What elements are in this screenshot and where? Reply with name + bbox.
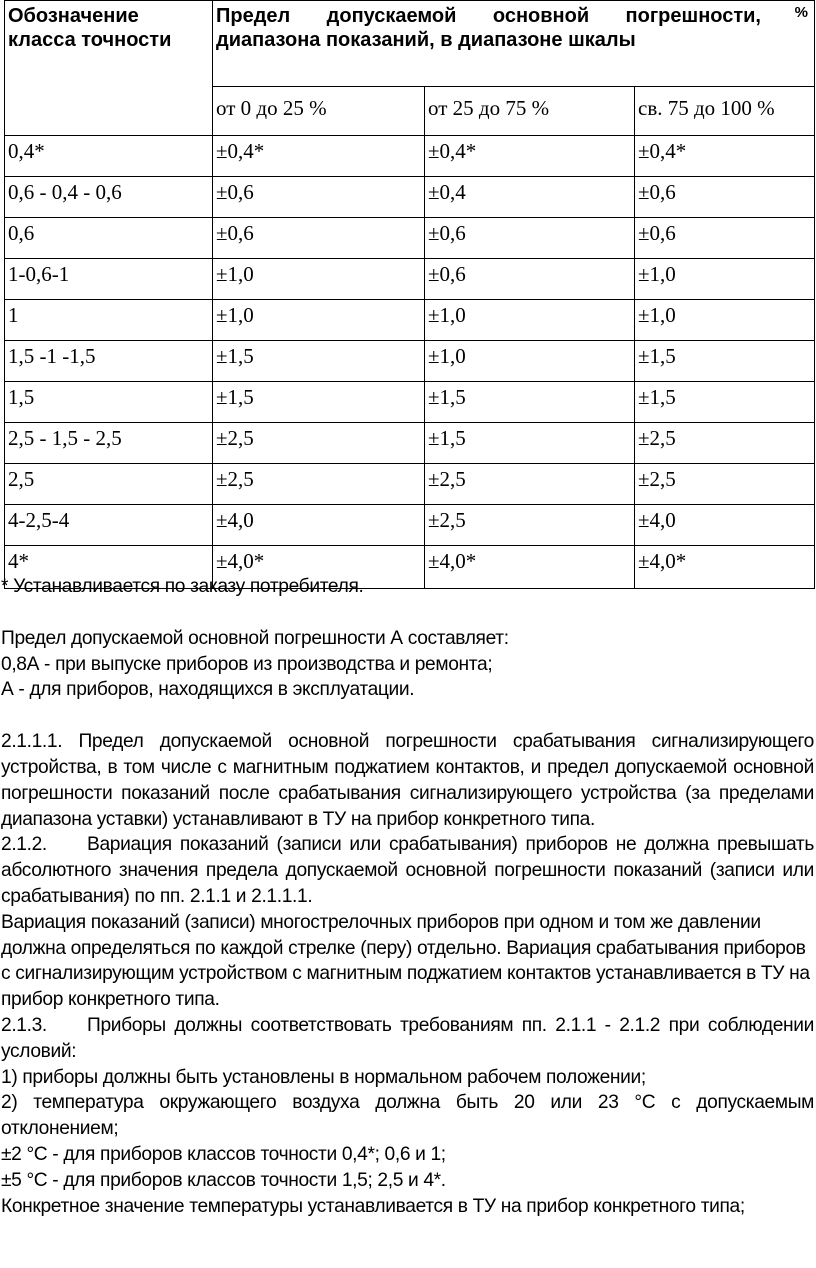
table-row xyxy=(5,136,815,177)
error-limit-cell: ±1,5 xyxy=(213,382,425,423)
error-limit-cell: ±0,6 xyxy=(213,218,425,259)
error-limit-cell: ±1,0 xyxy=(425,341,635,382)
limit-item: 0,8А - при выпуске приборов из производства и ремонта; xyxy=(1,653,493,675)
error-limit-cell: ±0,4* xyxy=(213,136,425,177)
header-accuracy-class-label: Обозначение класса точности xyxy=(8,5,172,51)
error-limit-cell: ±0,6 xyxy=(425,218,635,259)
accuracy-class-cell: 1 xyxy=(5,300,213,341)
error-limit-cell: ±1,5 xyxy=(635,382,815,423)
error-limit-cell: ±0,4 xyxy=(425,177,635,218)
error-limit-cell: ±4,0 xyxy=(213,505,425,546)
accuracy-class-cell: 1,5 xyxy=(5,382,213,423)
error-limit-cell: ±1,0 xyxy=(213,300,425,341)
header-accuracy-class xyxy=(5,1,213,136)
error-limit-cell: ±1,5 xyxy=(213,341,425,382)
error-limit-cell: ±2,5 xyxy=(635,464,815,505)
accuracy-class-cell: 0,6 xyxy=(5,218,213,259)
paragraph-text: Вариация показаний (записи или срабатывания) приборов не должна превышать абсолютного значения предела допускаемой основной погрешности показаний (записи или срабатывания) по пп. 2.1.1 и 2.1.1.1. xyxy=(1,834,814,907)
error-limit-cell: ±1,0 xyxy=(635,300,815,341)
table-row xyxy=(5,259,815,300)
range-header: св. 75 до 100 % xyxy=(635,87,815,136)
condition-item: 1) приборы должны быть установлены в нормальном рабочем положении; xyxy=(1,1066,646,1088)
paragraph-2-1-3 xyxy=(1,1013,814,1065)
error-limit-cell: ±1,5 xyxy=(425,382,635,423)
accuracy-class-cell: 1-0,6-1 xyxy=(5,259,213,300)
table-row xyxy=(5,341,815,382)
header-error-limit-label: Предел допускаемой основной погрешности, диапазона показаний, в диапазоне шкалы xyxy=(216,5,761,51)
limit-item: А - для приборов, находящихся в эксплуатации. xyxy=(1,679,415,701)
error-limit-cell: ±0,6 xyxy=(635,218,815,259)
error-limit-cell: ±0,6 xyxy=(635,177,815,218)
paragraph-number: 2.1.3. xyxy=(1,1014,47,1036)
error-limit-cell: ±0,6 xyxy=(425,259,635,300)
paragraph-2-1-2 xyxy=(1,832,814,909)
error-limit-cell: ±0,4* xyxy=(635,136,815,177)
deviation-item: ±2 °С - для приборов классов точности 0,4*; 0,6 и 1; xyxy=(1,1143,446,1165)
error-limit-cell: ±2,5 xyxy=(425,464,635,505)
accuracy-class-cell: 0,6 - 0,4 - 0,6 xyxy=(5,177,213,218)
document-body xyxy=(1,574,814,1219)
table-header-row xyxy=(5,1,815,87)
accuracy-class-cell: 2,5 - 1,5 - 2,5 xyxy=(5,423,213,464)
error-limit-cell: ±4,0* xyxy=(425,546,635,589)
error-limit-cell: ±2,5 xyxy=(213,464,425,505)
range-header: от 0 до 25 % xyxy=(213,87,425,136)
accuracy-class-cell: 4* xyxy=(5,546,213,589)
paragraph-text: Приборы должны соответствовать требованиям пп. 2.1.1 - 2.1.2 при соблюдении условий: xyxy=(1,1014,814,1062)
error-limit-cell: ±1,0 xyxy=(635,259,815,300)
paragraph-number: 2.1.2. xyxy=(1,834,47,856)
condition-item: 2) температура окружающего воздуха должна быть 20 или 23 °С с допускаемым отклонением; xyxy=(1,1092,814,1140)
accuracy-class-cell: 2,5 xyxy=(5,464,213,505)
error-limit-cell: ±4,0* xyxy=(635,546,815,589)
accuracy-class-cell: 4-2,5-4 xyxy=(5,505,213,546)
error-limit-cell: ±4,0 xyxy=(635,505,815,546)
deviation-item: ±5 °С - для приборов классов точности 1,5; 2,5 и 4*. xyxy=(1,1169,446,1191)
accuracy-class-cell: 1,5 -1 -1,5 xyxy=(5,341,213,382)
accuracy-class-table xyxy=(4,0,815,589)
paragraph-variation: Вариация показаний (записи) многострелочных приборов при одном и том же давлении должна определяться по каждой стрелке (перу) отдельно. Вариация срабатывания приборов с сигнализирующим устройством с магнитным поджатием контактов устанавливается в ТУ на прибор конкретного типа. xyxy=(1,911,810,1011)
header-percent-sign: % xyxy=(794,4,809,21)
range-header: от 25 до 75 % xyxy=(425,87,635,136)
table-row xyxy=(5,300,815,341)
table-row xyxy=(5,177,815,218)
error-limit-cell: ±1,0 xyxy=(213,259,425,300)
error-limit-cell: ±1,0 xyxy=(425,300,635,341)
error-limit-cell: ±1,5 xyxy=(635,341,815,382)
error-limit-cell: ±0,4* xyxy=(425,136,635,177)
error-limit-cell: ±2,5 xyxy=(425,505,635,546)
header-error-limit xyxy=(213,1,815,87)
table-row xyxy=(5,464,815,505)
table-row xyxy=(5,505,815,546)
error-limit-cell: ±0,6 xyxy=(213,177,425,218)
table-row xyxy=(5,218,815,259)
error-limit-cell: ±2,5 xyxy=(213,423,425,464)
paragraph-2-1-1-1: 2.1.1.1. Предел допускаемой основной погрешности срабатывания сигнализирующего устройства, в том числе с магнитным поджатием контактов, и предел допускаемой основной погрешности показаний после срабатывания сигнализирующего устройства (за пределами диапазона уставки) устанавливают в ТУ на прибор конкретного типа. xyxy=(1,731,814,830)
accuracy-class-cell: 0,4* xyxy=(5,136,213,177)
error-limit-cell: ±1,5 xyxy=(425,423,635,464)
table-row xyxy=(5,382,815,423)
limit-intro: Предел допускаемой основной погрешности А составляет: xyxy=(1,627,509,649)
error-limit-cell: ±4,0* xyxy=(213,546,425,589)
table-row xyxy=(5,423,815,464)
final-paragraph: Конкретное значение температуры устанавливается в ТУ на прибор конкретного типа; xyxy=(1,1195,745,1217)
error-limit-cell: ±2,5 xyxy=(635,423,815,464)
footnote: * Устанавливается по заказу потребителя. xyxy=(1,576,364,597)
